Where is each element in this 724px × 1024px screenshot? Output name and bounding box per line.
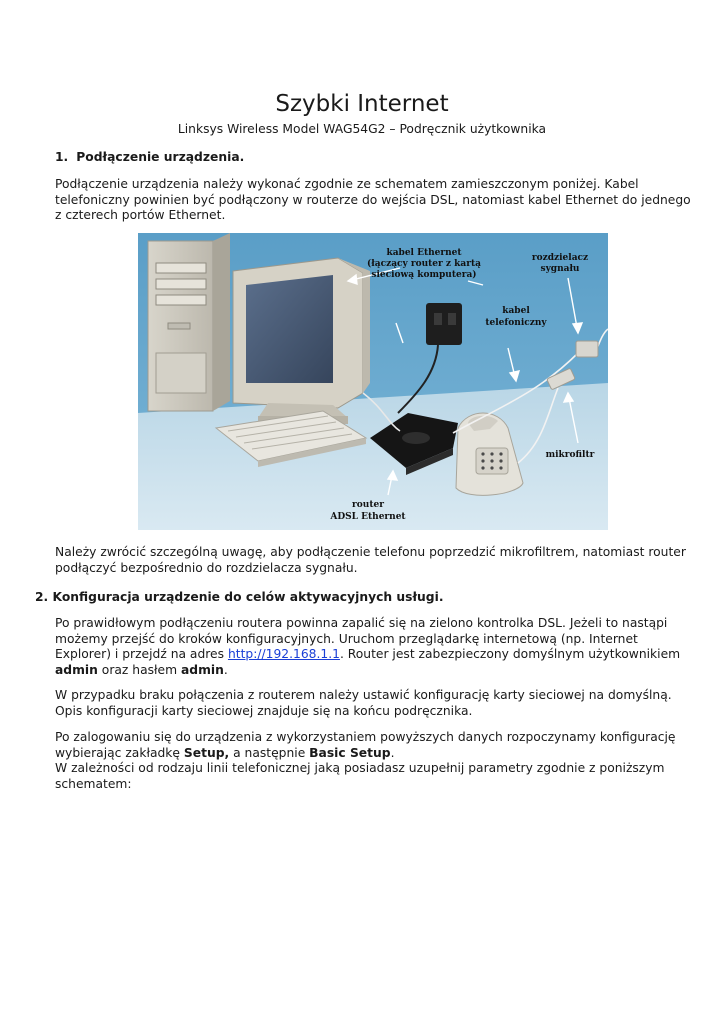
label-router-2: ADSL Ethernet — [330, 512, 406, 522]
label-microfilter: mikrofiltr — [545, 450, 595, 460]
label-ethernet-cable-3: sieciową komputera) — [371, 270, 477, 280]
crt-monitor — [233, 258, 370, 424]
label-ethernet-cable-2: (łączący router z kartą — [367, 259, 481, 269]
section-2-paragraph-3 — [55, 730, 695, 761]
p1-text-start: Po prawidłowym podłączeniu routera powinna zapalić się na zielono kontrolka DSL. Jeżeli to nastąpi możemy przejść do kroków konfiguracyjnych. Uruchom przeglądarkę internetową (np. Internet Explorer) i przejdź na adres — [55, 616, 668, 661]
section-2-paragraph-2: W przypadku braku połączenia z routerem należy ustawić konfigurację karty sieciowej na domyślną. Opis konfiguracji karty sieciowej znajduje się na końcu podręcznika. — [55, 688, 672, 718]
label-splitter-2: sygnału — [540, 264, 580, 274]
p3-text-start: Po zalogowaniu się do urządzenia z wykorzystaniem powyższych danych rozpoczynamy konfigurację wybierając zakładkę — [55, 730, 676, 760]
section-2-paragraph-4: W zależności od rodzaju linii telefonicznej jaką posiadasz uzupełnij parametry zgodnie z poniższym schematem: — [55, 761, 665, 791]
default-password: admin — [180, 662, 224, 677]
label-phone-cable-2: telefoniczny — [485, 318, 547, 328]
page-subtitle: Linksys Wireless Model WAG54G2 – Podręcznik użytkownika — [177, 122, 547, 136]
router-address-link[interactable]: http://192.168.1.1 — [227, 647, 340, 661]
pc-tower — [148, 233, 230, 411]
label-phone-cable-1: kabel — [502, 306, 530, 316]
section-1-intro: Podłączenie urządzenia należy wykonać zgodnie ze schematem zamieszczonym poniżej. Kabel telefoniczny powinien być podłączony w routerze do wejścia DSL, natomiast kabel Ethernet do jednego z czterech portów Ethernet. — [55, 177, 691, 222]
p1-text-between: oraz hasłem — [97, 662, 181, 677]
splitter — [576, 341, 598, 357]
p3-text-middle: a następnie — [229, 745, 310, 760]
page-title: Szybki Internet — [275, 91, 449, 117]
section-2-heading: 2. Konfiguracja urządzenie do celów aktywacyjnych usługi. — [35, 590, 444, 604]
section-1-heading — [55, 150, 244, 164]
p1-text-middle: . Router jest zabezpieczony domyślnym użytkownikiem — [339, 647, 681, 661]
section-2-paragraph-1 — [55, 616, 695, 678]
setup-tab-name: Setup, — [183, 745, 230, 760]
p3-text-end: . — [390, 745, 395, 760]
connection-diagram — [138, 233, 608, 530]
section-1-title: Podłączenie urządzenia. — [76, 150, 245, 164]
label-splitter-1: rozdzielacz — [531, 253, 589, 263]
default-username: admin — [55, 662, 98, 677]
section-1-number: 1. — [55, 150, 69, 164]
label-ethernet-cable-1: kabel Ethernet — [386, 248, 462, 258]
p1-text-end: . — [223, 662, 228, 677]
section-1-note: Należy zwrócić szczególną uwagę, aby podłączenie telefonu poprzedzić mikrofiltrem, natomiast router podłączyć bezpośrednio do rozdzielacza sygnału. — [55, 545, 686, 575]
basic-setup-name: Basic Setup — [309, 745, 391, 760]
label-router-1: router — [352, 500, 384, 510]
